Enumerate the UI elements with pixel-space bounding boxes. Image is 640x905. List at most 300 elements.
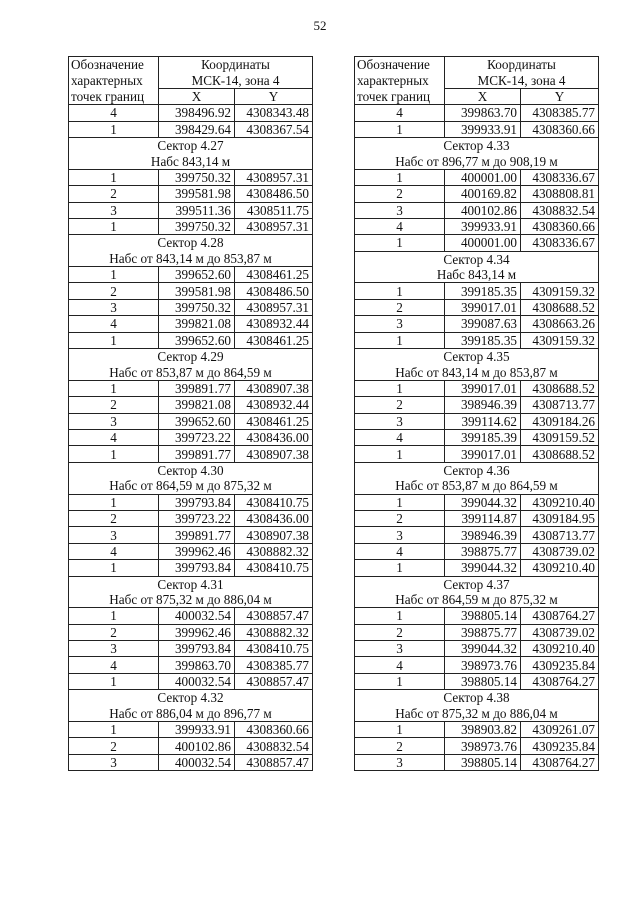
coordinate-y: 4308410.75	[235, 560, 313, 576]
sector-title: Сектор 4.37	[355, 576, 599, 592]
coordinate-y: 4308410.75	[235, 494, 313, 510]
point-number: 1	[69, 218, 159, 234]
table-row	[355, 299, 599, 315]
point-number: 2	[355, 397, 445, 413]
point-number: 2	[69, 397, 159, 413]
table-row	[355, 754, 599, 770]
coordinate-x: 399087.63	[445, 316, 521, 332]
coordinate-y: 4308343.48	[235, 105, 313, 121]
table-row	[69, 283, 313, 299]
coordinate-x: 398946.39	[445, 527, 521, 543]
sector-title-row	[69, 576, 313, 592]
coordinate-x: 398903.82	[445, 722, 521, 738]
coordinate-x: 398973.76	[445, 657, 521, 673]
coordinate-x: 398875.77	[445, 624, 521, 640]
point-number: 3	[69, 202, 159, 218]
coordinate-x: 398805.14	[445, 673, 521, 689]
point-number: 1	[355, 673, 445, 689]
sector-range-row	[355, 267, 599, 283]
point-number: 3	[355, 202, 445, 218]
header-row	[69, 57, 313, 73]
coordinate-x: 399863.70	[159, 657, 235, 673]
coordinate-y: 4308764.27	[521, 673, 599, 689]
point-number: 1	[355, 121, 445, 137]
table-row	[69, 121, 313, 137]
table-row	[69, 267, 313, 283]
point-number: 3	[355, 754, 445, 770]
coordinate-y: 4309184.26	[521, 413, 599, 429]
sector-range: Набс от 864,59 м до 875,32 м	[69, 478, 313, 494]
header-coordinates-line2: МСК-14, зона 4	[159, 72, 313, 88]
coordinate-x: 398496.92	[159, 105, 235, 121]
coordinate-x: 400032.54	[159, 754, 235, 770]
point-number: 4	[69, 657, 159, 673]
header-designation-line1: Обозначение	[69, 57, 159, 73]
point-number: 3	[69, 413, 159, 429]
table-row	[69, 673, 313, 689]
coordinate-y: 4308932.44	[235, 316, 313, 332]
coordinate-y: 4309235.84	[521, 738, 599, 754]
table-row	[355, 202, 599, 218]
table-row	[69, 494, 313, 510]
sector-range-row	[355, 478, 599, 494]
table-row	[355, 608, 599, 624]
point-number: 1	[69, 121, 159, 137]
table-row	[69, 380, 313, 396]
coordinate-y: 4308486.50	[235, 186, 313, 202]
table-row	[69, 169, 313, 185]
coordinate-y: 4308688.52	[521, 380, 599, 396]
header-row	[355, 88, 599, 104]
coordinate-x: 399933.91	[445, 218, 521, 234]
point-number: 1	[69, 446, 159, 462]
coordinate-y: 4308360.66	[235, 722, 313, 738]
sector-range: Набс от 886,04 м до 896,77 м	[69, 706, 313, 722]
coordinate-x: 398429.64	[159, 121, 235, 137]
point-number: 4	[69, 429, 159, 445]
sector-title-row	[355, 576, 599, 592]
sector-range-row	[69, 478, 313, 494]
coordinate-y: 4308857.47	[235, 754, 313, 770]
coordinate-x: 399044.32	[445, 560, 521, 576]
coordinate-x: 399793.84	[159, 494, 235, 510]
table-row	[355, 429, 599, 445]
table-row	[69, 641, 313, 657]
point-number: 1	[355, 332, 445, 348]
table-row	[355, 169, 599, 185]
point-number: 3	[355, 413, 445, 429]
coordinate-x: 399723.22	[159, 429, 235, 445]
sector-range: Набс от 864,59 м до 875,32 м	[355, 592, 599, 608]
coordinate-y: 4308688.52	[521, 446, 599, 462]
sector-range: Набс от 853,87 м до 864,59 м	[355, 478, 599, 494]
header-x-label: X	[445, 88, 521, 104]
page-number: 52	[313, 18, 327, 33]
coordinate-x: 399821.08	[159, 316, 235, 332]
header-designation-line2: характерных	[69, 72, 159, 88]
coordinate-y: 4308461.25	[235, 332, 313, 348]
coordinate-y: 4308360.66	[521, 218, 599, 234]
point-number: 1	[355, 380, 445, 396]
point-number: 1	[355, 235, 445, 251]
point-number: 2	[69, 510, 159, 526]
coordinate-y: 4308832.54	[235, 738, 313, 754]
coordinate-y: 4308486.50	[235, 283, 313, 299]
sector-title: Сектор 4.29	[69, 349, 313, 365]
table-row	[69, 218, 313, 234]
coordinate-x: 400001.00	[445, 235, 521, 251]
coordinate-y: 4308663.26	[521, 316, 599, 332]
coordinate-y: 4308739.02	[521, 543, 599, 559]
header-y-label: Y	[521, 88, 599, 104]
header-coordinates-line1: Координаты	[159, 57, 313, 73]
sector-title-row	[355, 690, 599, 706]
sector-range-row	[69, 153, 313, 169]
coordinate-x: 399891.77	[159, 446, 235, 462]
coordinate-y: 4308713.77	[521, 397, 599, 413]
table-row	[355, 332, 599, 348]
table-row	[69, 657, 313, 673]
point-number: 4	[69, 105, 159, 121]
coordinate-y: 4309261.07	[521, 722, 599, 738]
point-number: 3	[69, 641, 159, 657]
sector-title: Сектор 4.38	[355, 690, 599, 706]
coordinate-x: 398805.14	[445, 754, 521, 770]
table-row	[69, 608, 313, 624]
coordinate-y: 4309159.52	[521, 429, 599, 445]
point-number: 2	[69, 186, 159, 202]
coordinate-x: 399750.32	[159, 299, 235, 315]
coordinate-y: 4308882.32	[235, 543, 313, 559]
point-number: 1	[69, 494, 159, 510]
sector-title: Сектор 4.30	[69, 462, 313, 478]
sector-range: Набс 843,14 м	[69, 153, 313, 169]
sector-title-row	[355, 251, 599, 267]
coordinate-y: 4308907.38	[235, 380, 313, 396]
coordinate-y: 4309159.32	[521, 332, 599, 348]
point-number: 1	[69, 380, 159, 396]
point-number: 4	[355, 218, 445, 234]
sector-title-row	[355, 462, 599, 478]
coordinate-x: 399652.60	[159, 332, 235, 348]
header-row	[69, 88, 313, 104]
table-row	[355, 624, 599, 640]
point-number: 3	[69, 527, 159, 543]
header-row	[69, 72, 313, 88]
coordinate-y: 4308764.27	[521, 608, 599, 624]
sector-title-row	[355, 137, 599, 153]
coordinate-y: 4308739.02	[521, 624, 599, 640]
sector-range: Набс от 843,14 м до 853,87 м	[355, 364, 599, 380]
sector-range: Набс 843,14 м	[355, 267, 599, 283]
sector-title: Сектор 4.36	[355, 462, 599, 478]
coordinate-x: 398946.39	[445, 397, 521, 413]
table-row	[355, 218, 599, 234]
point-number: 1	[355, 494, 445, 510]
coordinate-x: 399891.77	[159, 380, 235, 396]
sector-range-row	[69, 706, 313, 722]
coordinate-x: 399863.70	[445, 105, 521, 121]
coordinate-y: 4308360.66	[521, 121, 599, 137]
point-number: 1	[69, 267, 159, 283]
coordinate-x: 399962.46	[159, 624, 235, 640]
coordinate-y: 4308808.81	[521, 186, 599, 202]
point-number: 1	[355, 169, 445, 185]
coordinate-x: 399652.60	[159, 267, 235, 283]
coordinate-y: 4308907.38	[235, 527, 313, 543]
point-number: 2	[69, 624, 159, 640]
coordinate-y: 4309210.40	[521, 641, 599, 657]
point-number: 4	[355, 657, 445, 673]
table-row	[69, 446, 313, 462]
header-designation-line3: точек границ	[69, 88, 159, 104]
point-number: 2	[355, 186, 445, 202]
header-designation-line1: Обозначение	[355, 57, 445, 73]
coordinate-y: 4308436.00	[235, 429, 313, 445]
table-row	[69, 332, 313, 348]
sector-range: Набс от 875,32 м до 886,04 м	[355, 706, 599, 722]
point-number: 1	[69, 722, 159, 738]
table-row	[69, 624, 313, 640]
coordinate-x: 399821.08	[159, 397, 235, 413]
coordinate-y: 4308857.47	[235, 673, 313, 689]
sector-title-row	[355, 349, 599, 365]
coordinate-x: 400001.00	[445, 169, 521, 185]
header-row	[355, 72, 599, 88]
coordinate-x: 399750.32	[159, 169, 235, 185]
coordinate-y: 4308461.25	[235, 267, 313, 283]
coordinate-y: 4308385.77	[235, 657, 313, 673]
table-row	[355, 397, 599, 413]
coordinate-y: 4309210.40	[521, 494, 599, 510]
sector-range: Набс от 896,77 м до 908,19 м	[355, 153, 599, 169]
sector-title: Сектор 4.31	[69, 576, 313, 592]
table-row	[355, 316, 599, 332]
sector-range-row	[69, 251, 313, 267]
coordinate-x: 399185.35	[445, 283, 521, 299]
coordinate-y: 4308336.67	[521, 169, 599, 185]
table-row	[355, 543, 599, 559]
point-number: 2	[355, 510, 445, 526]
coordinate-y: 4308511.75	[235, 202, 313, 218]
sector-range-row	[69, 364, 313, 380]
table-row	[69, 560, 313, 576]
table-row	[355, 510, 599, 526]
point-number: 3	[355, 527, 445, 543]
point-number: 3	[355, 641, 445, 657]
sector-title: Сектор 4.35	[355, 349, 599, 365]
sector-range-row	[69, 592, 313, 608]
point-number: 1	[355, 722, 445, 738]
coordinate-x: 400169.82	[445, 186, 521, 202]
coordinate-x: 399114.87	[445, 510, 521, 526]
coordinate-y: 4309184.95	[521, 510, 599, 526]
sector-title-row	[69, 235, 313, 251]
coordinate-x: 399933.91	[445, 121, 521, 137]
coordinate-y: 4308336.67	[521, 235, 599, 251]
coordinates-table-left	[68, 56, 313, 771]
table-row	[69, 397, 313, 413]
sector-title: Сектор 4.33	[355, 137, 599, 153]
table-row	[69, 105, 313, 121]
header-x-label: X	[159, 88, 235, 104]
table-row	[69, 186, 313, 202]
sector-title: Сектор 4.34	[355, 251, 599, 267]
sector-range-row	[355, 364, 599, 380]
point-number: 1	[355, 283, 445, 299]
coordinate-x: 400032.54	[159, 673, 235, 689]
header-row	[355, 57, 599, 73]
sector-range: Набс от 875,32 м до 886,04 м	[69, 592, 313, 608]
point-number: 1	[355, 608, 445, 624]
coordinate-x: 399044.32	[445, 641, 521, 657]
table-row	[355, 380, 599, 396]
coordinate-y: 4308410.75	[235, 641, 313, 657]
header-coordinates-line2: МСК-14, зона 4	[445, 72, 599, 88]
coordinate-x: 399652.60	[159, 413, 235, 429]
coordinate-x: 399185.35	[445, 332, 521, 348]
coordinate-y: 4308957.31	[235, 169, 313, 185]
point-number: 3	[355, 316, 445, 332]
coordinate-y: 4308882.32	[235, 624, 313, 640]
coordinate-x: 399581.98	[159, 283, 235, 299]
point-number: 2	[69, 283, 159, 299]
sector-range: Набс от 843,14 м до 853,87 м	[69, 251, 313, 267]
coordinate-x: 400102.86	[159, 738, 235, 754]
sector-title: Сектор 4.27	[69, 137, 313, 153]
point-number: 1	[69, 332, 159, 348]
point-number: 1	[69, 608, 159, 624]
table-row	[69, 527, 313, 543]
coordinate-x: 399044.32	[445, 494, 521, 510]
header-designation-line2: характерных	[355, 72, 445, 88]
point-number: 4	[69, 543, 159, 559]
table-row	[355, 235, 599, 251]
point-number: 2	[69, 738, 159, 754]
coordinate-x: 400102.86	[445, 202, 521, 218]
point-number: 1	[69, 673, 159, 689]
point-number: 2	[355, 299, 445, 315]
sector-title-row	[69, 690, 313, 706]
header-designation-line3: точек границ	[355, 88, 445, 104]
sector-range-row	[355, 592, 599, 608]
table-row	[69, 543, 313, 559]
coordinate-x: 399017.01	[445, 446, 521, 462]
coordinate-x: 398805.14	[445, 608, 521, 624]
sector-title-row	[69, 137, 313, 153]
point-number: 3	[69, 299, 159, 315]
table-row	[355, 738, 599, 754]
coordinate-y: 4309210.40	[521, 560, 599, 576]
table-row	[69, 722, 313, 738]
point-number: 1	[355, 446, 445, 462]
header-coordinates-line1: Координаты	[445, 57, 599, 73]
coordinate-y: 4308957.31	[235, 299, 313, 315]
table-row	[355, 722, 599, 738]
coordinate-x: 399581.98	[159, 186, 235, 202]
coordinate-x: 398973.76	[445, 738, 521, 754]
table-row	[69, 202, 313, 218]
point-number: 1	[69, 560, 159, 576]
coordinate-x: 399793.84	[159, 560, 235, 576]
point-number: 2	[355, 738, 445, 754]
coordinate-y: 4308436.00	[235, 510, 313, 526]
sector-title: Сектор 4.28	[69, 235, 313, 251]
point-number: 4	[355, 543, 445, 559]
coordinate-x: 399017.01	[445, 380, 521, 396]
table-row	[355, 446, 599, 462]
coordinate-y: 4308907.38	[235, 446, 313, 462]
table-row	[355, 494, 599, 510]
coordinate-x: 399017.01	[445, 299, 521, 315]
table-row	[355, 560, 599, 576]
coordinate-x: 398875.77	[445, 543, 521, 559]
coordinate-x: 400032.54	[159, 608, 235, 624]
table-row	[69, 316, 313, 332]
sector-title-row	[69, 462, 313, 478]
table-row	[355, 641, 599, 657]
table-row	[355, 527, 599, 543]
table-row	[355, 186, 599, 202]
point-number: 4	[69, 316, 159, 332]
point-number: 4	[355, 429, 445, 445]
sector-title: Сектор 4.32	[69, 690, 313, 706]
coordinate-x: 399891.77	[159, 527, 235, 543]
coordinate-y: 4309159.32	[521, 283, 599, 299]
table-row	[69, 738, 313, 754]
coordinate-y: 4309235.84	[521, 657, 599, 673]
point-number: 3	[69, 754, 159, 770]
table-row	[355, 105, 599, 121]
table-row	[355, 657, 599, 673]
coordinate-x: 399511.36	[159, 202, 235, 218]
coordinate-x: 399185.39	[445, 429, 521, 445]
point-number: 2	[355, 624, 445, 640]
coordinate-y: 4308857.47	[235, 608, 313, 624]
coordinate-y: 4308957.31	[235, 218, 313, 234]
coordinate-x: 399962.46	[159, 543, 235, 559]
coordinate-y: 4308367.54	[235, 121, 313, 137]
table-row	[69, 413, 313, 429]
coordinate-y: 4308932.44	[235, 397, 313, 413]
table-row	[69, 299, 313, 315]
coordinate-y: 4308832.54	[521, 202, 599, 218]
table-row	[69, 510, 313, 526]
coordinate-y: 4308461.25	[235, 413, 313, 429]
coordinate-x: 399793.84	[159, 641, 235, 657]
coordinate-y: 4308713.77	[521, 527, 599, 543]
coordinate-y: 4308764.27	[521, 754, 599, 770]
table-row	[355, 673, 599, 689]
table-row	[69, 754, 313, 770]
coordinate-y: 4308385.77	[521, 105, 599, 121]
coordinates-table-right	[354, 56, 599, 771]
coordinate-x: 399933.91	[159, 722, 235, 738]
point-number: 4	[355, 105, 445, 121]
table-row	[355, 283, 599, 299]
sector-range: Набс от 853,87 м до 864,59 м	[69, 364, 313, 380]
header-y-label: Y	[235, 88, 313, 104]
sector-title-row	[69, 349, 313, 365]
table-row	[355, 413, 599, 429]
sector-range-row	[355, 153, 599, 169]
sector-range-row	[355, 706, 599, 722]
coordinate-y: 4308688.52	[521, 299, 599, 315]
coordinate-x: 399750.32	[159, 218, 235, 234]
point-number: 1	[355, 560, 445, 576]
point-number: 1	[69, 169, 159, 185]
table-row	[69, 429, 313, 445]
